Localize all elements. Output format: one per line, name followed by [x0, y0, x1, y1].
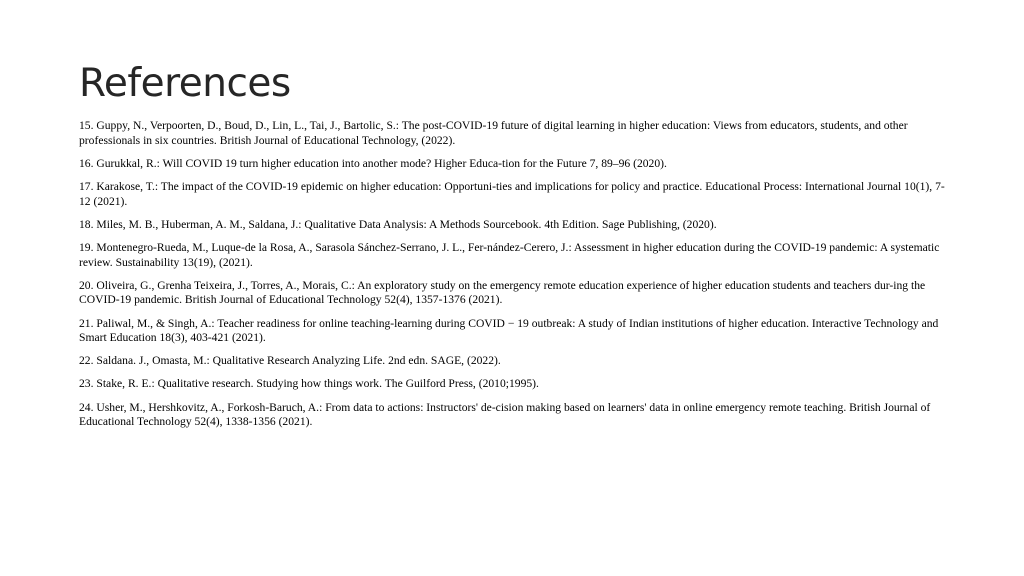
reference-item-22: 22. Saldana. J., Omasta, M.: Qualitative Research Analyzing Life. 2nd edn. SAGE, (2022).: [79, 354, 501, 368]
reference-item-18: 18. Miles, M. B., Huberman, A. M., Saldana, J.: Qualitative Data Analysis: A Methods Sourcebook. 4th Edition. Sage Publishing, (2020).: [79, 217, 717, 231]
reference-item-15: 15. Guppy, N., Verpoorten, D., Boud, D., Lin, L., Tai, J., Bartolic, S.: The post-COVID-19 future of digital learning in higher education: Views from educators, students, and other professionals in six countries. British Journal of Educational Technology, (2022).: [79, 119, 908, 147]
reference-item-20: 20. Oliveira, G., Grenha Teixeira, J., Torres, A., Morais, C.: An exploratory study on the emergency remote education experience of higher education students and teachers dur-ing the COVID-19 pandemic. British Journal of Educational Technology 52(4), 1357-1376 (2021).: [79, 278, 926, 307]
reference-item-24: 24. Usher, M., Hershkovitz, A., Forkosh-Baruch, A.: From data to actions: Instructors' de-cision making based on learners' data in online emergency remote teaching. British Journal of Educational Technology 52(4), 1338-1356 (2021).: [79, 400, 931, 429]
reference-list: [79, 119, 951, 438]
reference-item-21: 21. Paliwal, M., & Singh, A.: Teacher readiness for online teaching-learning during COVID − 19 outbreak: A study of Indian institutions of higher education. Interactive Technology and Smart Education 18(3), 403-421 (2021).: [79, 316, 939, 345]
reference-item-16: 16. Gurukkal, R.: Will COVID 19 turn higher education into another mode? Higher Educa-tion for the Future 7, 89–96 (2020).: [79, 156, 667, 170]
slide-title: References: [79, 61, 291, 106]
reference-item-19: 19. Montenegro-Rueda, M., Luque-de la Rosa, A., Sarasola Sánchez-Serrano, J. L., Fer-nández-Cerero, J.: Assessment in higher education during the COVID-19 pandemic: A systematic review. Sustainability 13(19), (2021).: [79, 240, 940, 269]
reference-item-23: 23. Stake, R. E.: Qualitative research. Studying how things work. The Guilford Press, (2010;1995).: [79, 377, 539, 391]
reference-item-17: 17. Karakose, T.: The impact of the COVID-19 epidemic on higher education: Opportuni-ties and implications for policy and practice. Educational Process: International Journal 10(1), 7-12 (2021).: [79, 179, 945, 208]
